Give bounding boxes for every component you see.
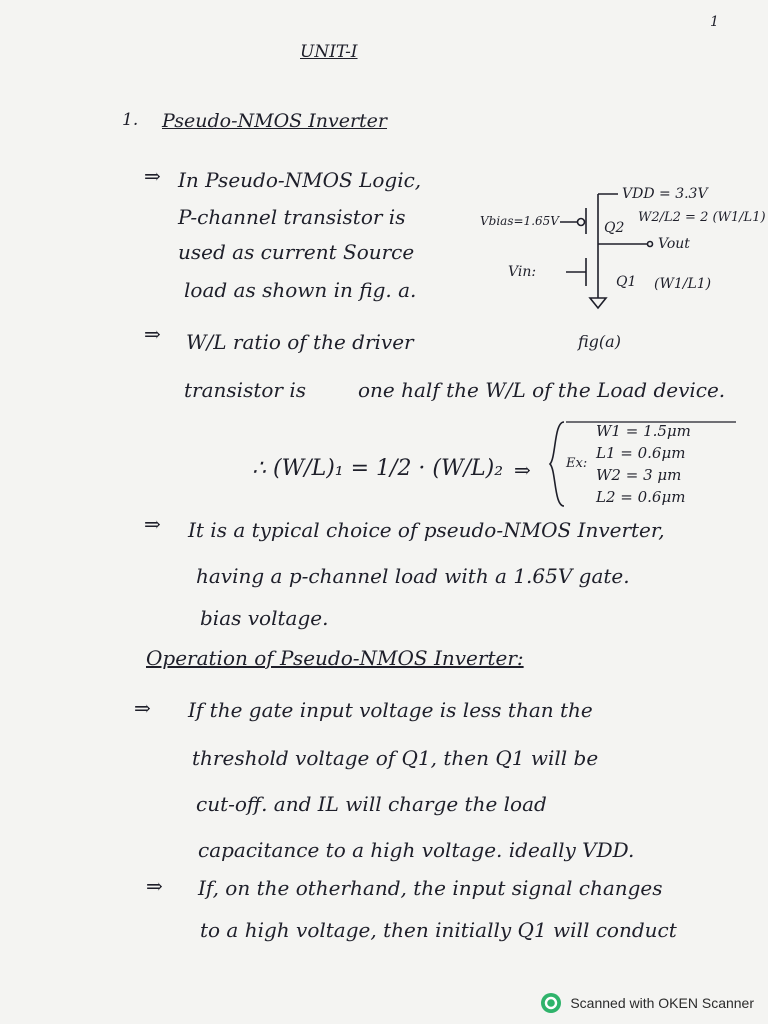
- fig-vout: Vout: [658, 236, 690, 252]
- fig-vdd: VDD = 3.3V: [622, 186, 708, 202]
- example-label: Ex:: [566, 456, 588, 471]
- fig-ratio1: (W1/L1): [654, 276, 712, 292]
- scanner-watermark: [540, 992, 754, 1014]
- p1-line-1: In Pseudo-NMOS Logic,: [178, 168, 422, 192]
- p1-line-2: P-channel transistor is: [178, 205, 406, 229]
- p4-line-3: cut-off. and IL will charge the load: [196, 792, 547, 816]
- example-l2: L2 = 0.6μm: [596, 488, 686, 506]
- fig-ratio2: W2/L2 = 2 (W1/L1): [638, 210, 766, 225]
- p5-line-1: If, on the otherhand, the input signal changes: [198, 876, 663, 900]
- fig-vbias: Vbias=1.65V: [480, 214, 559, 228]
- bullet-arrow-icon: ⇒: [146, 874, 163, 898]
- bullet-arrow-icon: ⇒: [144, 164, 161, 188]
- p3-line-2: having a p-channel load with a 1.65V gate.: [196, 564, 630, 588]
- scanner-watermark-text: Scanned with OKEN Scanner: [570, 995, 754, 1011]
- p4-line-2: threshold voltage of Q1, then Q1 will be: [192, 746, 599, 770]
- section-title: Pseudo-NMOS Inverter: [162, 110, 388, 132]
- unit-title: UNIT-I: [300, 42, 358, 62]
- p2-line-1: W/L ratio of the driver: [186, 330, 414, 354]
- bullet-arrow-icon: ⇒: [134, 696, 151, 720]
- example-w1: W1 = 1.5μm: [596, 422, 691, 440]
- p2-line-3: one half the W/L of the Load device.: [358, 378, 726, 402]
- p3-line-3: bias voltage.: [200, 606, 329, 630]
- example-box: [548, 418, 738, 510]
- page-number: 1: [710, 14, 719, 30]
- p5-line-2: to a high voltage, then initially Q1 will conduct: [200, 918, 677, 942]
- fig-q1: Q1: [616, 274, 637, 290]
- bullet-arrow-icon: ⇒: [144, 322, 161, 346]
- fig-caption: fig(a): [578, 332, 621, 351]
- equation: ∴ (W/L)₁ = 1/2 · (W/L)₂: [252, 456, 504, 481]
- operation-subheading: Operation of Pseudo-NMOS Inverter:: [146, 646, 524, 670]
- oken-scanner-icon: [540, 992, 562, 1014]
- p3-line-1: It is a typical choice of pseudo-NMOS Inverter,: [188, 518, 665, 542]
- fig-vin: Vin:: [508, 264, 537, 280]
- p1-line-3: used as current Source: [178, 240, 415, 264]
- example-w2: W2 = 3 μm: [596, 466, 682, 484]
- fig-q2: Q2: [604, 220, 625, 236]
- example-l1: L1 = 0.6μm: [596, 444, 686, 462]
- circuit-figure: [478, 182, 768, 352]
- p4-line-1: If the gate input voltage is less than the: [188, 698, 593, 722]
- bullet-arrow-icon: ⇒: [144, 512, 161, 536]
- implies-arrow: ⇒: [514, 458, 531, 482]
- p1-line-4: load as shown in fig. a.: [184, 278, 417, 302]
- section-number: 1.: [122, 110, 139, 130]
- p4-line-4: capacitance to a high voltage. ideally VDD.: [198, 838, 635, 862]
- p2-line-2: transistor is: [184, 378, 306, 402]
